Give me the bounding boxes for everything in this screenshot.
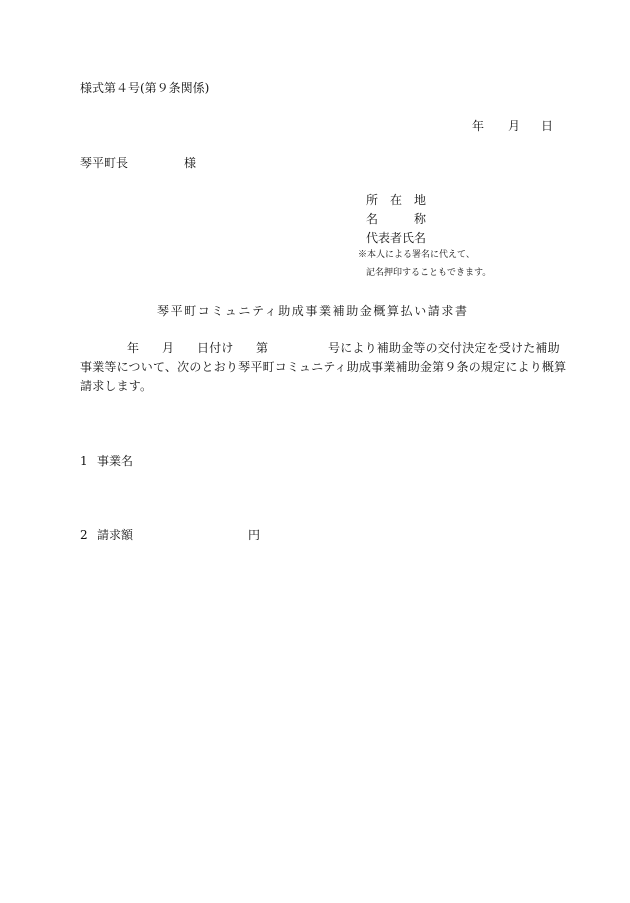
applicant-representative-label: 代表者氏名 (366, 231, 427, 245)
item-1-label: 事業名 (97, 454, 134, 468)
item-2-unit: 円 (248, 528, 261, 542)
form-label: 様式第４号(第９条関係) (80, 81, 210, 95)
addressee-honorific: 様 (184, 156, 197, 170)
item-2-number: 2 (80, 528, 88, 542)
body-line3: 請求します。 (80, 379, 153, 393)
body-line1-month: 月 (162, 341, 175, 355)
addressee-name: 琴平町長 (80, 156, 129, 170)
applicant-name-label: 名 称 (366, 212, 427, 226)
body-line1-dai: 第 (256, 341, 269, 355)
body-line1-day-dated: 日付け (197, 341, 234, 355)
date-year-label: 年 (472, 119, 485, 133)
item-1-number: 1 (80, 454, 88, 468)
date-day-label: 日 (541, 119, 554, 133)
body-line2: 事業等について、次のとおり琴平町コミュニティ助成事業補助金第９条の規定により概算 (80, 360, 567, 374)
item-2-label: 請求額 (97, 528, 134, 542)
applicant-note-line1: ※本人による署名に代えて、 (358, 250, 475, 260)
body-line1-year: 年 (127, 341, 140, 355)
body-line1-rest: 号により補助金等の交付決定を受けた補助 (328, 341, 560, 355)
date-month-label: 月 (508, 119, 521, 133)
applicant-note-line2: 記名押印することもできます。 (366, 268, 492, 278)
document-title: 琴平町コミュニティ助成事業補助金概算払い請求書 (157, 304, 469, 318)
applicant-address-label: 所 在 地 (366, 193, 427, 207)
